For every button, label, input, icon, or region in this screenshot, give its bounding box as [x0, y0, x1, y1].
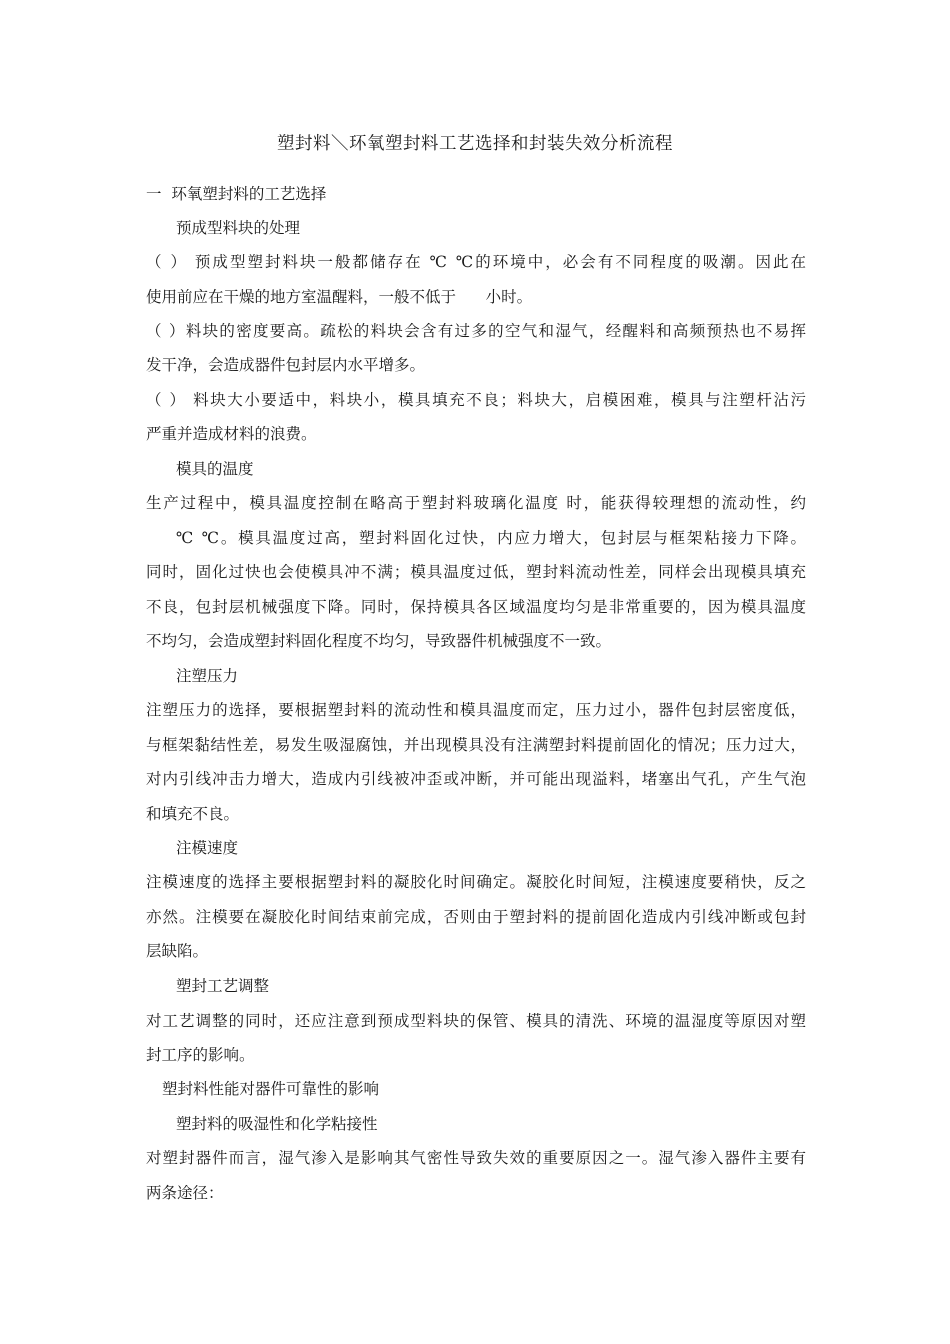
paragraph-line: 严重并造成材料的浪费。 — [146, 425, 317, 443]
paragraph-line: 亦然。注模要在凝胶化时间结束前完成，否则由于塑封料的提前固化造成内引线冲断或包封 — [146, 908, 806, 926]
subsection-heading: 注塑压力 — [176, 667, 239, 685]
subsection-heading: 模具的温度 — [176, 460, 254, 478]
paragraph-line: 不均匀，会造成塑封料固化程度不均匀，导致器件机械强度不一致。 — [146, 632, 612, 650]
paragraph-line: 注模速度的选择主要根据塑封料的凝胶化时间确定。凝胶化时间短，注模速度要稍快，反之 — [146, 873, 806, 891]
paragraph-line: 与框架黏结性差，易发生吸湿腐蚀，并出现模具没有注满塑封料提前固化的情况；压力过大， — [146, 736, 806, 754]
section-heading: 塑封料性能对器件可靠性的影响 — [162, 1080, 380, 1098]
paragraph-line: （ ） 料块大小要适中，料块小，模具填充不良；料块大，启模困难，模具与注塑杆沾污 — [146, 391, 806, 409]
paragraph-line: 封工序的影响。 — [146, 1046, 255, 1064]
paragraph-line: ℃ ℃。模具温度过高，塑封料固化过快，内应力增大，包封层与框架粘接力下降。 — [176, 529, 806, 547]
paragraph-line: 发干净，会造成器件包封层内水平增多。 — [146, 356, 426, 374]
subsection-heading: 塑封工艺调整 — [176, 977, 270, 995]
paragraph-line: （ ） 预成型塑封料块一般都储存在 ℃ ℃的环境中，必会有不同程度的吸潮。因此在 — [146, 253, 806, 271]
paragraph-line: （ ）料块的密度要高。疏松的料块会含有过多的空气和湿气，经醒料和高频预热也不易挥 — [146, 322, 806, 340]
paragraph-line: 不良，包封层机械强度下降。同时，保持模具各区域温度均匀是非常重要的，因为模具温度 — [146, 598, 806, 616]
subsection-heading: 注模速度 — [176, 839, 239, 857]
section-heading: 一 环氧塑封料的工艺选择 — [146, 185, 327, 203]
subsection-heading: 塑封料的吸湿性和化学粘接性 — [176, 1115, 378, 1133]
paragraph-line: 对内引线冲击力增大，造成内引线被冲歪或冲断，并可能出现溢料，堵塞出气孔，产生气泡 — [146, 770, 806, 788]
paragraph-line: 对塑封器件而言，湿气渗入是影响其气密性导致失效的重要原因之一。湿气渗入器件主要有 — [146, 1149, 806, 1167]
paragraph-line: 同时，固化过快也会使模具冲不满；模具温度过低，塑封料流动性差，同样会出现模具填充 — [146, 563, 806, 581]
paragraph-line: 生产过程中，模具温度控制在略高于塑封料玻璃化温度 时，能获得较理想的流动性，约 — [146, 494, 806, 512]
paragraph-line: 和填充不良。 — [146, 805, 240, 823]
subsection-heading: 预成型料块的处理 — [176, 219, 301, 237]
paragraph-line: 对工艺调整的同时，还应注意到预成型料块的保管、模具的清洗、环境的温湿度等原因对塑 — [146, 1012, 806, 1030]
document-title: 塑封料＼环氧塑封料工艺选择和封装失效分析流程 — [277, 134, 673, 154]
paragraph-line: 层缺陷。 — [146, 942, 209, 960]
paragraph-line: 使用前应在干燥的地方室温醒料，一般不低于 小时。 — [146, 288, 533, 306]
paragraph-line: 注塑压力的选择，要根据塑封料的流动性和模具温度而定，压力过小，器件包封层密度低， — [146, 701, 806, 719]
paragraph-line: 两条途径： — [146, 1184, 224, 1202]
